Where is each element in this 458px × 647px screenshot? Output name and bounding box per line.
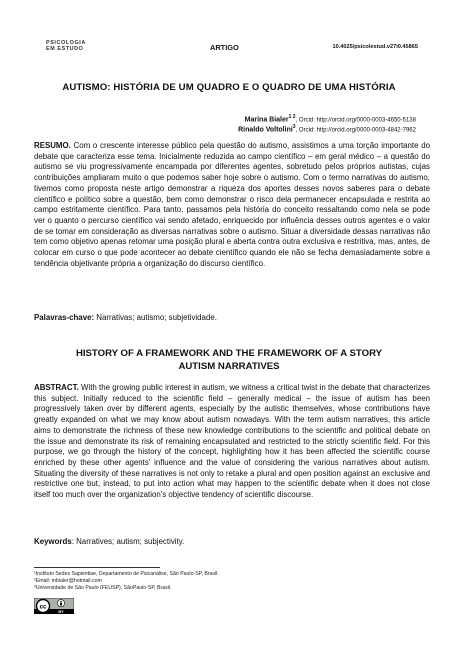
journal-name-line2: EM ESTUDO xyxy=(46,46,84,53)
cc-license-badge[interactable] xyxy=(34,598,74,619)
journal-logo xyxy=(46,40,86,53)
section-label: ARTIGO xyxy=(210,43,239,52)
author-affiliation-mark: 1 2 xyxy=(288,114,296,120)
author-affiliation-mark: 3 xyxy=(292,124,296,130)
keywords-pt xyxy=(34,313,217,322)
article-title-en xyxy=(20,347,438,373)
keywords-en-text: : Narratives; autism; subjectivity. xyxy=(71,537,185,546)
by-label: BY xyxy=(58,610,64,614)
abstract-en-text: With the growing public interest in autism, we witness a critical twist in the debate that characterizes this subject. Initially reduced to the scientific field – generally medical – the issue of autism has been progressively taken over by different agents, especially by the autistic themselves, whose contributions have greatly expanded on what we may know about autism nowadays. With the term autism narratives, this article aims to demonstrate the richness of these new knowledge contributions to the scientific and political debate on the issue and demonstrate its risk of remaining encapsulated and restricted to the strictly scientific field. For this purpose, we go through the history of the concept, highlighting how it has been affected the scientific course enriched by these other agents' influence and the value of considering the various narratives about autism. Situating the diversity of these narratives is not only to retake a plural and open position against an exclusive and restrictive one but, instead, to put into action what may happen to the scientific debate when it does not close itself too much over the organization's objective tendency of scientific discourse. xyxy=(34,383,430,500)
keywords-pt-text: Narrativas; autismo; subjetividade. xyxy=(94,313,217,322)
author-orcid[interactable]: , Orcid: http://orcid.org/0000-0003-4842-7962 xyxy=(295,127,416,134)
abstract-pt xyxy=(34,141,430,269)
author-orcid[interactable]: , Orcid: http://orcid.org/0000-0003-4650-5138 xyxy=(295,117,416,124)
article-title-pt: AUTISMO: HISTÓRIA DE UM QUADRO E O QUADRO DE UMA HISTÓRIA xyxy=(62,82,396,93)
footnote-divider xyxy=(34,567,160,568)
keywords-en xyxy=(34,537,184,546)
author-2 xyxy=(238,124,416,133)
author-1 xyxy=(245,114,416,123)
author-name: Marina Bialer xyxy=(244,116,289,124)
article-title-en-line1: HISTORY OF A FRAMEWORK AND THE FRAMEWORK OF A STORY xyxy=(75,348,383,359)
article-title-en-line2: AUTISM NARRATIVES xyxy=(178,361,280,372)
keywords-en-label: Keywords xyxy=(34,537,72,546)
doi: 10.4025/psicolestud.v27i0.45865 xyxy=(332,44,418,50)
footnote-2[interactable]: ²Email: mbialer@hotmail.com xyxy=(34,578,102,584)
footnote-3: ³Universidade de São Paulo (FEUSP), SãoPaulo-SP, Brasil. xyxy=(34,585,172,591)
abstract-en-label: ABSTRACT. xyxy=(34,383,79,392)
journal-name-line1: PSICOLOGIA xyxy=(46,40,86,46)
footnote-1: ¹Instituto Sedes Sapientiae, Departamento de Psicanálise, São Paulo-SP, Brasil. xyxy=(34,571,219,577)
abstract-pt-text: Com o crescente interesse público pela questão do autismo, assistimos a uma torção importante do debate que caracteriza esse tema. Inicialmente reduzida ao campo científico – em geral médico – a questão do autismo se viu progressivamente encampada por diferentes agentes, sobretudo pelos próprios autistas, cujas contribuições ampliaram muito o que podemos saber hoje sobre o autismo. Com o termo narrativas do autismo, tivemos como proposta neste artigo demonstrar a riqueza dos aportes desses novos saberes para o debate científico e político sobre a questão, bem como demonstrar o risco dela permanecer encapsulada e restrita ao campo estritamente científico. Para tanto, passamos pela história do conceito ressaltando como nela se pode ver o quanto o percurso científico vai sendo afetado, enriquecido por influência desses outros agentes e o valor de se tomar em consideração as diversas narrativas sobre o autismo. Situar a diversidade dessas narrativas não tem como objetivo apenas retomar uma posição plural e aberta contra outra exclusiva e restritiva, mas, antes, de colocar em curso o que pode acontecer ao debate científico quando ele não se fecha demasiadamente sobre a tendência objetivante própria a organização do discurso científico. xyxy=(34,141,430,268)
cc-logo-text: cc xyxy=(39,603,47,611)
keywords-pt-label: Palavras-chave: xyxy=(34,313,95,322)
page-header xyxy=(40,40,418,60)
author-name: Rinaldo Voltolini xyxy=(238,126,293,134)
abstract-pt-label: RESUMO. xyxy=(34,141,71,150)
abstract-en xyxy=(34,383,430,501)
